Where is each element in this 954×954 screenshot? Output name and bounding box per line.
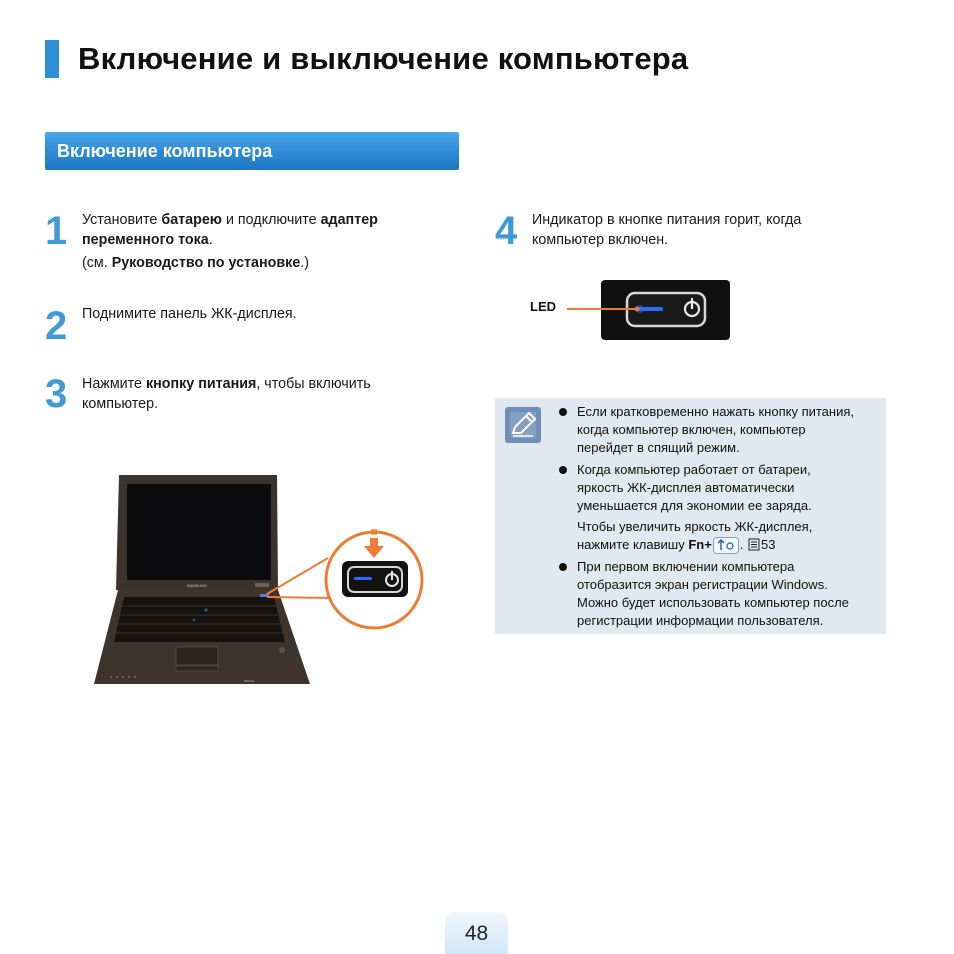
power-button-led-image — [565, 278, 735, 342]
step-3-number: 3 — [45, 372, 68, 416]
note-bullet — [559, 563, 567, 571]
note-bullet — [559, 466, 567, 474]
brightness-up-key-icon — [713, 537, 739, 554]
step-1-text: Установите батарею и подключите адаптер переменного тока. — [82, 212, 378, 248]
title-accent-bar — [45, 40, 59, 78]
page-reference-icon — [748, 538, 760, 551]
step-2-number: 2 — [45, 304, 68, 348]
step-3-text: Нажмите кнопку питания, чтобы включить компьютер. — [82, 376, 371, 412]
section-title: Включение компьютера — [57, 141, 273, 161]
pencil-note-icon — [505, 407, 541, 443]
page-number: 48 — [464, 922, 489, 945]
note-bullet — [559, 408, 567, 416]
step-4-number: 4 — [495, 209, 518, 253]
page-reference-link[interactable]: 53 — [761, 537, 776, 552]
step-2-text: Поднимите панель ЖК-дисплея. — [82, 306, 297, 322]
laptop-brand: SAMSUNG — [186, 583, 208, 588]
step-4-text: Индикатор в кнопке питания горит, когда компьютер включен. — [532, 212, 802, 248]
page-title: Включение и выключение компьютера — [78, 41, 689, 76]
section-header — [45, 132, 459, 170]
led-label: LED — [530, 299, 556, 314]
note-2-text: Когда компьютер работает от батареи, яркость ЖК-дисплея автоматически уменьшается для экономии ее заряда. — [577, 462, 812, 513]
step-1-number: 1 — [45, 209, 68, 253]
step-1-reference: (см. Руководство по установке.) — [82, 255, 310, 271]
laptop-illustration — [92, 470, 432, 695]
note-3-text: При первом включении компьютера отобразится экран регистрации Windows. Можно будет использовать компьютер после регистрации информации пользователя. — [577, 559, 849, 628]
note-2-subtext: Чтобы увеличить яркость ЖК-дисплея, нажмите клавишу Fn+ . 53 — [577, 518, 812, 554]
page-number-tab — [445, 912, 508, 954]
note-1-text: Если кратковременно нажать кнопку питания, когда компьютер включен, компьютер перейдет в спящий режим. — [577, 404, 854, 455]
